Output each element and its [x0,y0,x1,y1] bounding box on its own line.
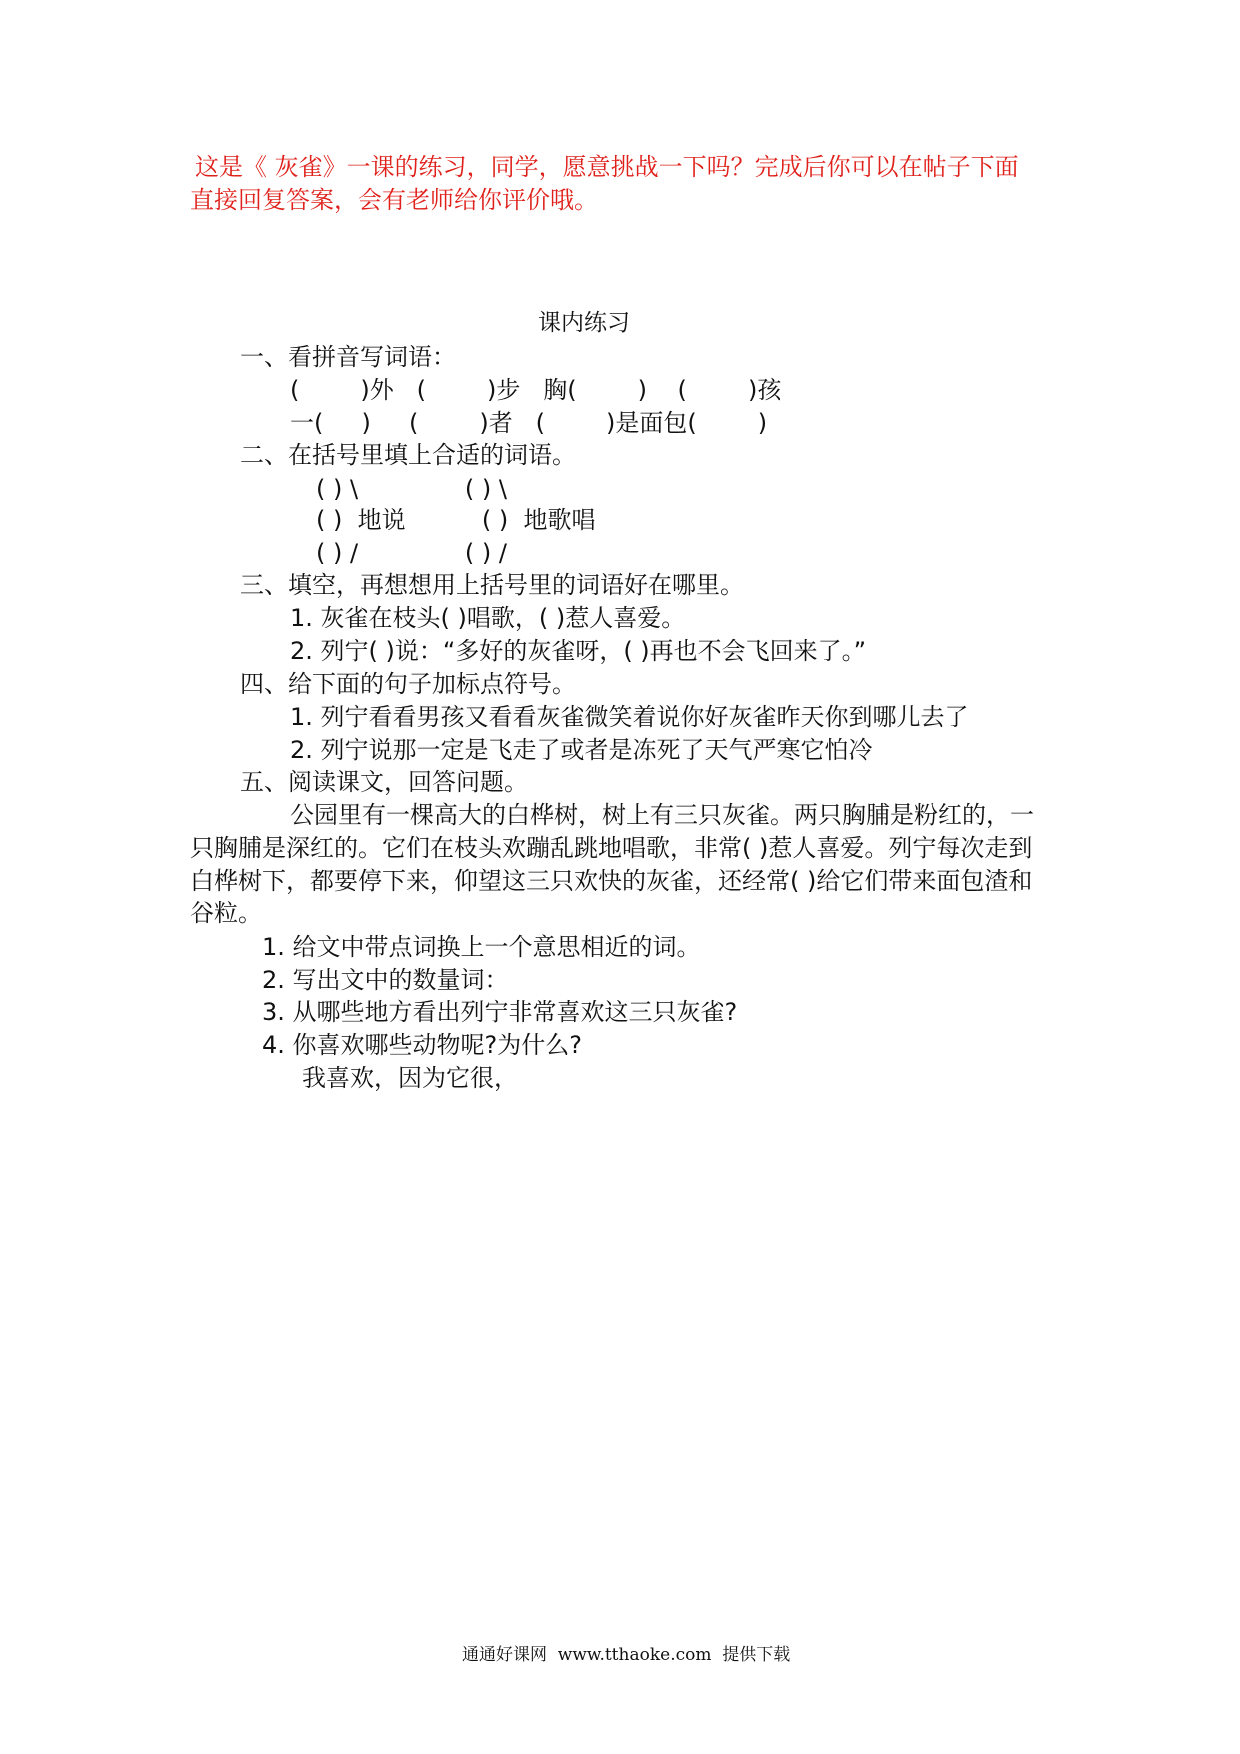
passage-line-2: 只胸脯是深红的。它们在枝头欢蹦乱跳地唱歌，非常( )惹人喜爱。列宁每次走到 [190,834,1033,862]
page-title: 课内练习 [538,310,630,336]
section-5-question-1: 1. 给文中带点词换上一个意思相近的词。 [262,933,701,961]
section-1-heading: 一、看拼音写词语： [240,343,456,371]
section-5-heading: 五、阅读课文，回答问题。 [240,768,528,796]
footer-credit: 通通好课网 www.tthaoke.com 提供下载 [462,1645,791,1665]
passage-line-1: 公园里有一棵高大的白桦树，树上有三只灰雀。两只胸脯是粉红的，一 [290,801,1034,829]
answer-prompt: 我喜欢，因为它很， [302,1064,518,1092]
section-5-question-2: 2. 写出文中的数量词： [262,966,509,994]
section-5-question-3: 3. 从哪些地方看出列宁非常喜欢这三只灰雀? [262,998,738,1026]
passage-line-4: 谷粒。 [190,899,262,927]
intro-line-1: 这是《 灰雀》一课的练习，同学，愿意挑战一下吗？完成后你可以在帖子下面 [195,153,1019,181]
passage-line-3: 白桦树下，都要停下来，仰望这三只欢快的灰雀，还经常( )给它们带来面包渣和 [190,867,1033,895]
section-4-heading: 四、给下面的句子加标点符号。 [240,670,576,698]
section-4-question-1: 1. 列宁看看男孩又看看灰雀微笑着说你好灰雀昨天你到哪儿去了 [290,703,969,731]
section-3-heading: 三、填空，再想想用上括号里的词语好在哪里。 [240,571,744,599]
section-3-question-2: 2. 列宁( )说：“多好的灰雀呀，( )再也不会飞回来了。” [290,637,867,665]
section-3-question-1: 1. 灰雀在枝头( )唱歌，( )惹人喜爱。 [290,604,686,632]
section-2-heading: 二、在括号里填上合适的词语。 [240,441,576,469]
section-2-row-2: ( ) 地说 ( ) 地歌唱 [316,506,596,534]
section-4-question-2: 2. 列宁说那一定是飞走了或者是冻死了天气严寒它怕冷 [290,736,873,764]
section-1-row-2: 一( ) ( )者 ( )是面包( ) [290,409,768,437]
section-1-row-1: ( )外 ( )步 胸( ) ( )孩 [290,376,782,404]
section-5-question-4: 4. 你喜欢哪些动物呢?为什么? [262,1031,583,1059]
section-2-row-3: ( ) / ( ) / [316,539,507,567]
intro-line-2: 直接回复答案，会有老师给你评价哦。 [190,186,598,214]
section-2-row-1: ( ) \ ( ) \ [316,475,507,503]
